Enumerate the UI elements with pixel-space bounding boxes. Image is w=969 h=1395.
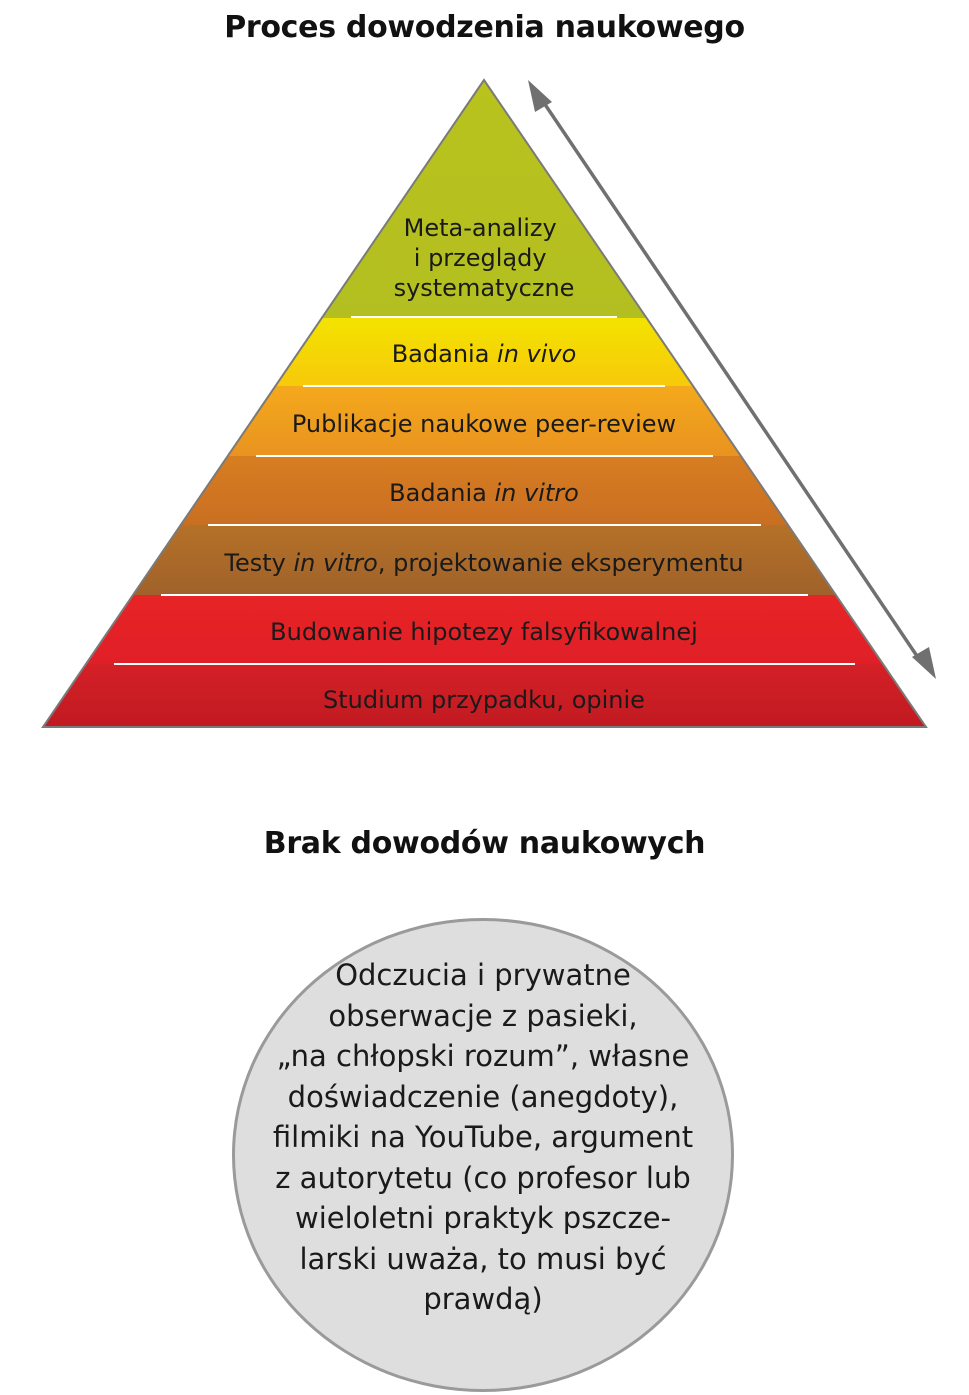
no-evidence-title: Brak dowodów naukowych — [263, 826, 706, 861]
circle-text-line: filmiki na YouTube, argument — [272, 1120, 694, 1154]
circle-text-line: wieloletni praktyk pszcze- — [295, 1201, 671, 1235]
circle-text-line: obserwacje z pasieki, — [328, 998, 638, 1033]
level-label-in-vitro: Badania in vitro — [389, 479, 579, 507]
level-label-peer-review: Publikacje naukowe peer-review — [291, 410, 677, 438]
circle-text-line: larski uważa, to musi być — [299, 1241, 667, 1276]
level-label-hypothesis: Budowanie hipotezy falsyfikowalnej — [270, 618, 698, 646]
level-label-case-study: Studium przypadku, opinie — [323, 686, 645, 714]
level-label-meta-analyses: Meta-analizy i przeglądy systematyczne — [393, 214, 575, 302]
pyramid-title: Proces dowodzenia naukowego — [224, 10, 745, 45]
level-label-in-vitro-tests: Testy in vitro, projektowanie eksperymentu — [224, 549, 744, 577]
circle-text-line: „na chłopski rozum”, własne — [276, 1039, 690, 1073]
level-label-in-vivo: Badania in vivo — [391, 340, 577, 368]
no-evidence-text — [232, 955, 734, 1320]
circle-text-line: z autorytetu (co profesor lub — [275, 1160, 691, 1195]
circle-text-line: Odczucia i prywatne — [335, 958, 631, 992]
circle-text-line: prawdą) — [423, 1282, 543, 1316]
circle-text-line: doświadczenie (anegdoty), — [287, 1079, 679, 1114]
